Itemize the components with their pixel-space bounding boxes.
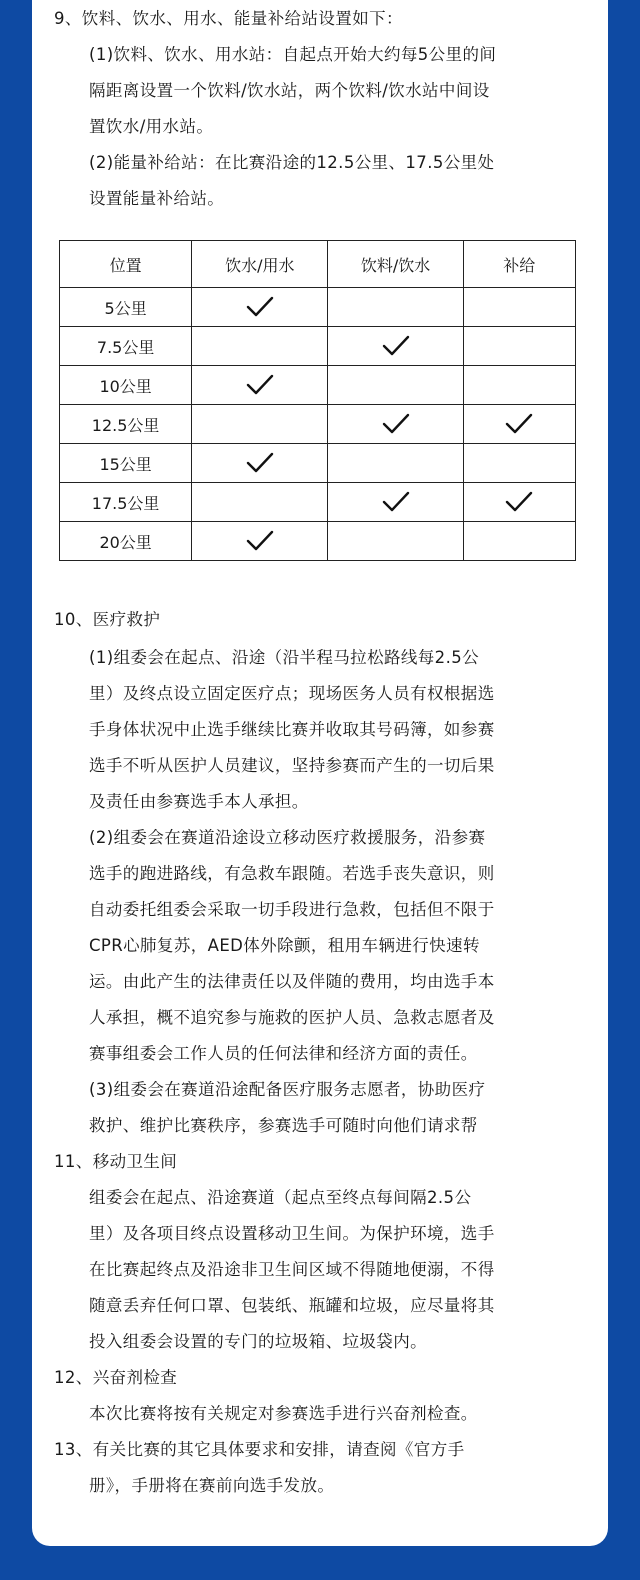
section11-line: 组委会在起点、沿途赛道（起点至终点每间隔2.5公 xyxy=(89,1188,472,1207)
section11-line: 在比赛起终点及沿途非卫生间区域不得随地便溺，不得 xyxy=(89,1260,495,1279)
checkmark-icon xyxy=(245,373,275,397)
section11-line: 随意丢弃任何口罩、包装纸、瓶罐和垃圾，应尽量将其 xyxy=(89,1296,495,1315)
section10-line: 选手的跑进路线，有急救车跟随。若选手丧失意识，则 xyxy=(89,864,495,883)
cell-water xyxy=(192,288,328,327)
table-row xyxy=(60,483,576,522)
checkmark-icon xyxy=(381,412,411,436)
section11-line: 投入组委会设置的专门的垃圾箱、垃圾袋内。 xyxy=(89,1332,427,1351)
section12-line: 本次比赛将按有关规定对参赛选手进行兴奋剂检查。 xyxy=(89,1404,478,1423)
cell-position: 17.5公里 xyxy=(60,483,192,522)
cell-supply xyxy=(463,444,575,483)
section10-heading: 10、医疗救护 xyxy=(54,610,161,629)
section10-line: 自动委托组委会采取一切手段进行急救，包括但不限于 xyxy=(89,900,495,919)
cell-drink xyxy=(328,405,463,444)
section10-line: (1)组委会在起点、沿途（沿半程马拉松路线每2.5公 xyxy=(89,648,480,667)
section9-line: (1)饮料、饮水、用水站：自起点开始大约每5公里的间 xyxy=(89,45,497,64)
section9-line: 设置能量补给站。 xyxy=(89,189,225,208)
checkmark-icon xyxy=(381,334,411,358)
cell-drink xyxy=(328,483,463,522)
cell-supply xyxy=(463,405,575,444)
checkmark-icon xyxy=(504,490,534,514)
cell-supply xyxy=(463,483,575,522)
cell-drink xyxy=(328,327,463,366)
cell-position: 5公里 xyxy=(60,288,192,327)
section10-line: 救护、维护比赛秩序，参赛选手可随时向他们请求帮 xyxy=(89,1116,478,1135)
table-row xyxy=(60,327,576,366)
station-table xyxy=(59,240,576,561)
cell-drink xyxy=(328,366,463,405)
table-header-row xyxy=(60,241,576,288)
section11-heading: 11、移动卫生间 xyxy=(54,1152,178,1171)
header-supply: 补给 xyxy=(463,241,575,288)
cell-position: 10公里 xyxy=(60,366,192,405)
content-card xyxy=(32,0,608,1546)
cell-water xyxy=(192,522,328,561)
cell-water xyxy=(192,366,328,405)
table-row xyxy=(60,444,576,483)
cell-position: 7.5公里 xyxy=(60,327,192,366)
section10-line: (3)组委会在赛道沿途配备医疗服务志愿者，协助医疗 xyxy=(89,1080,486,1099)
cell-water xyxy=(192,444,328,483)
section10-line: 里）及终点设立固定医疗点；现场医务人员有权根据选 xyxy=(89,684,495,703)
table-body xyxy=(60,288,576,561)
section9-line: 置饮水/用水站。 xyxy=(89,117,214,136)
section13-line: 13、有关比赛的其它具体要求和安排，请查阅《官方手 xyxy=(54,1440,465,1459)
section9-heading: 9、饮料、饮水、用水、能量补给站设置如下： xyxy=(54,9,403,28)
cell-drink xyxy=(328,444,463,483)
table-row xyxy=(60,366,576,405)
checkmark-icon xyxy=(381,490,411,514)
table-row xyxy=(60,522,576,561)
table-row xyxy=(60,288,576,327)
section10-line: 赛事组委会工作人员的任何法律和经济方面的责任。 xyxy=(89,1044,478,1063)
section10-line: 及责任由参赛选手本人承担。 xyxy=(89,792,309,811)
section10-line: 运。由此产生的法律责任以及伴随的费用，均由选手本 xyxy=(89,972,495,991)
section9-line: 隔距离设置一个饮料/饮水站，两个饮料/饮水站中间设 xyxy=(89,81,490,100)
section10-line: 选手不听从医护人员建议，坚持参赛而产生的一切后果 xyxy=(89,756,495,775)
cell-position: 15公里 xyxy=(60,444,192,483)
cell-drink xyxy=(328,522,463,561)
cell-position: 20公里 xyxy=(60,522,192,561)
section10-line: CPR心肺复苏，AED体外除颤，租用车辆进行快速转 xyxy=(89,936,480,955)
cell-drink xyxy=(328,288,463,327)
cell-position: 12.5公里 xyxy=(60,405,192,444)
table-row xyxy=(60,405,576,444)
checkmark-icon xyxy=(245,529,275,553)
cell-supply xyxy=(463,522,575,561)
section10-line: 手身体状况中止选手继续比赛并收取其号码簿，如参赛 xyxy=(89,720,495,739)
checkmark-icon xyxy=(245,451,275,475)
cell-supply xyxy=(463,327,575,366)
cell-water xyxy=(192,327,328,366)
section11-line: 里）及各项目终点设置移动卫生间。为保护环境，选手 xyxy=(89,1224,495,1243)
section10-line: 人承担，概不追究参与施救的医护人员、急救志愿者及 xyxy=(89,1008,495,1027)
header-drink: 饮料/饮水 xyxy=(328,241,463,288)
section9-line: (2)能量补给站：在比赛沿途的12.5公里、17.5公里处 xyxy=(89,153,495,172)
cell-water xyxy=(192,405,328,444)
section13-line: 册》，手册将在赛前向选手发放。 xyxy=(89,1476,335,1495)
header-position: 位置 xyxy=(60,241,192,288)
cell-water xyxy=(192,483,328,522)
cell-supply xyxy=(463,288,575,327)
cell-supply xyxy=(463,366,575,405)
checkmark-icon xyxy=(245,295,275,319)
section12-heading: 12、兴奋剂检查 xyxy=(54,1368,178,1387)
section10-line: (2)组委会在赛道沿途设立移动医疗救援服务，沿参赛 xyxy=(89,828,486,847)
checkmark-icon xyxy=(504,412,534,436)
header-water: 饮水/用水 xyxy=(192,241,328,288)
